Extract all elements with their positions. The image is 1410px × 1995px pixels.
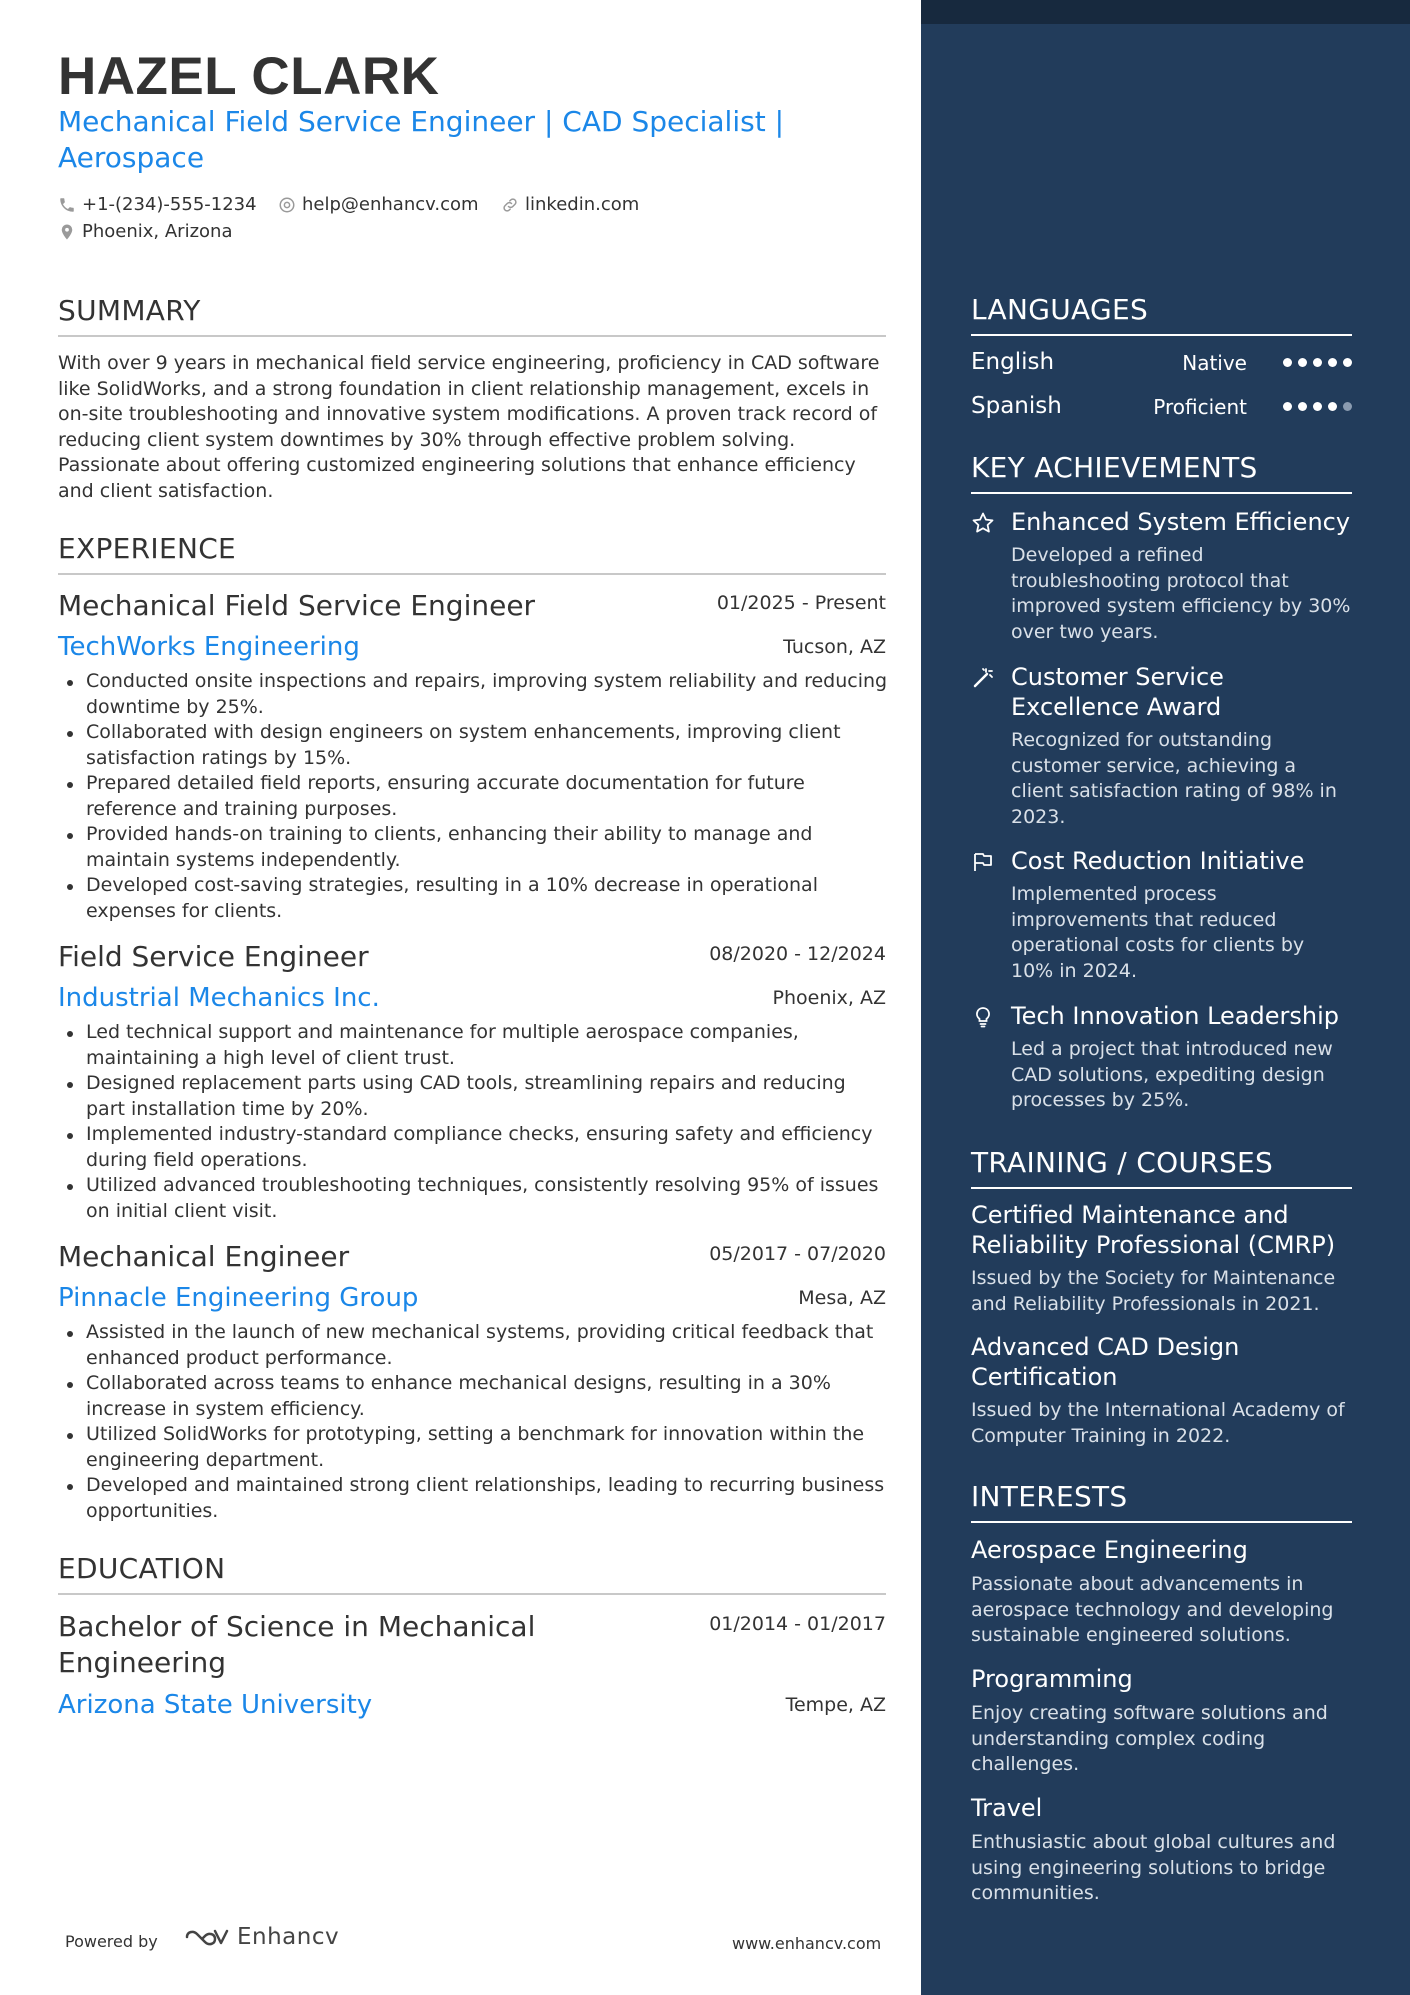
location-contact: [58, 221, 232, 242]
email-text: help@enhancv.com: [302, 194, 479, 215]
course-desc: Issued by the Society for Maintenance and Reliability Professionals in 2021.: [971, 1267, 1336, 1315]
achievement-desc: Implemented process improvements that reduced operational costs for clients by 10% in 2024.: [1011, 883, 1305, 982]
flag-icon: [971, 850, 995, 874]
school-name: Arizona State University: [58, 1690, 373, 1720]
achievements-heading: KEY ACHIEVEMENTS: [971, 451, 1352, 494]
course-title: Certified Maintenance and Reliability Professional (CMRP): [971, 1201, 1336, 1259]
interest-desc: Passionate about advancements in aerospace technology and developing sustainable engineered solutions.: [971, 1573, 1334, 1646]
interest-title: Aerospace Engineering: [971, 1536, 1248, 1564]
bullet-item: Assisted in the launch of new mechanical systems, providing critical feedback that enhanced product performance.: [58, 1320, 888, 1371]
achievement-title: Cost Reduction Initiative: [1011, 847, 1305, 875]
rating-dot: [1283, 402, 1292, 411]
bullet-item: Developed and maintained strong client relationships, leading to recurring business opportunities.: [58, 1473, 888, 1524]
bullet-item: Collaborated with design engineers on system enhancements, improving client satisfaction ratings by 15%.: [58, 720, 888, 771]
phone-text: +1-(234)-555-1234: [82, 194, 257, 215]
location-pin-icon: [58, 223, 76, 241]
job-location: Tucson, AZ: [783, 636, 886, 658]
job-location: Phoenix, AZ: [772, 987, 886, 1009]
magic-wand-icon: [971, 666, 995, 690]
education-heading: EDUCATION: [58, 1552, 886, 1595]
achievement-desc: Developed a refined troubleshooting protocol that improved system efficiency by 30% over two years.: [1011, 544, 1351, 643]
interests-heading: INTERESTS: [971, 1480, 1352, 1523]
rating-dot: [1343, 402, 1352, 411]
bullet-item: Implemented industry-standard compliance checks, ensuring safety and efficiency during field operations.: [58, 1122, 888, 1173]
achievement-title: Tech Innovation Leadership: [1011, 1002, 1339, 1030]
job-bullets: [58, 1020, 888, 1224]
bullet-item: Utilized SolidWorks for prototyping, setting a benchmark for innovation within the engineering department.: [58, 1422, 888, 1473]
candidate-name: HAZEL CLARK: [58, 47, 440, 106]
school-location: Tempe, AZ: [785, 1694, 886, 1716]
bullet-item: Developed cost-saving strategies, resulting in a 10% decrease in operational expenses for clients.: [58, 873, 888, 924]
summary-heading: SUMMARY: [58, 294, 886, 337]
achievement-desc: Led a project that introduced new CAD solutions, expediting design processes by 25%.: [1011, 1038, 1333, 1111]
language-level: Proficient: [1153, 395, 1247, 419]
job-title: Mechanical Field Service Engineer: [58, 589, 536, 622]
language-name: English: [971, 349, 1055, 375]
rating-dot: [1313, 402, 1322, 411]
star-icon: [971, 511, 995, 535]
linkedin-contact[interactable]: [501, 194, 639, 215]
achievement-title: Enhanced System Efficiency: [1011, 508, 1351, 536]
summary-text: With over 9 years in mechanical field service engineering, proficiency in CAD software like SolidWorks, and a strong foundation in client relationship management, excels in on-site troubleshooting and innovative system modifications. A proven track record of reducing client system downtimes by 30% through effective problem solving. Passionate about offering customized engineering solutions that enhance efficiency and client satisfaction.: [58, 352, 880, 502]
company-name: Industrial Mechanics Inc.: [58, 983, 380, 1013]
achievement-desc: Recognized for outstanding customer service, achieving a client satisfaction rating of 98% in 2023.: [1011, 729, 1337, 828]
enhancv-logo[interactable]: [183, 1924, 339, 1950]
interest-desc: Enthusiastic about global cultures and using engineering solutions to bridge communities.: [971, 1831, 1336, 1904]
job-bullets: [58, 1320, 888, 1524]
bullet-item: Conducted onsite inspections and repairs, improving system reliability and reducing downtime by 25%.: [58, 669, 888, 720]
language-level: Native: [1182, 351, 1247, 375]
company-name: Pinnacle Engineering Group: [58, 1283, 419, 1313]
achievement-title: Customer Service Excellence Award: [1011, 663, 1224, 721]
linkedin-text: linkedin.com: [525, 194, 640, 215]
course-desc: Issued by the International Academy of Computer Training in 2022.: [971, 1399, 1345, 1447]
lightbulb-icon: [971, 1005, 995, 1029]
bullet-item: Collaborated across teams to enhance mechanical designs, resulting in a 30% increase in system efficiency.: [58, 1371, 888, 1422]
achievement-item: [971, 1001, 1352, 1114]
experience-heading: EXPERIENCE: [58, 532, 886, 575]
powered-by-label: Powered by: [65, 1932, 158, 1951]
job-dates: 08/2020 - 12/2024: [709, 943, 886, 965]
bullet-item: Prepared detailed field reports, ensuring accurate documentation for future reference and training purposes.: [58, 771, 888, 822]
phone-contact[interactable]: [58, 194, 257, 215]
rating-dot: [1313, 358, 1322, 367]
at-icon: [278, 196, 296, 214]
degree-title: Bachelor of Science in Mechanical Engineering: [58, 1610, 536, 1679]
achievement-item: [971, 846, 1352, 984]
enhancv-brand-text: Enhancv: [237, 1924, 340, 1950]
language-row: [971, 349, 1352, 379]
training-heading: TRAINING / COURSES: [971, 1146, 1352, 1189]
achievement-item: [971, 507, 1352, 645]
rating-dot: [1343, 358, 1352, 367]
language-rating: [1283, 402, 1352, 411]
rating-dot: [1328, 402, 1337, 411]
rating-dot: [1283, 358, 1292, 367]
language-row: [971, 393, 1352, 423]
phone-icon: [58, 196, 76, 214]
education-dates: 01/2014 - 01/2017: [709, 1613, 886, 1635]
job-title: Mechanical Engineer: [58, 1240, 350, 1273]
rating-dot: [1298, 358, 1307, 367]
interest-title: Programming: [971, 1665, 1133, 1693]
language-name: Spanish: [971, 393, 1062, 419]
link-icon: [501, 196, 519, 214]
bullet-item: Designed replacement parts using CAD tools, streamlining repairs and reducing part installation time by 20%.: [58, 1071, 888, 1122]
language-rating: [1283, 358, 1352, 367]
job-dates: 05/2017 - 07/2020: [709, 1243, 886, 1265]
location-text: Phoenix, Arizona: [82, 221, 233, 242]
bullet-item: Led technical support and maintenance for multiple aerospace companies, maintaining a high level of client trust.: [58, 1020, 888, 1071]
company-name: TechWorks Engineering: [58, 632, 360, 662]
interest-desc: Enjoy creating software solutions and understanding complex coding challenges.: [971, 1702, 1328, 1775]
email-contact[interactable]: [278, 194, 479, 215]
bullet-item: Utilized advanced troubleshooting techniques, consistently resolving 95% of issues on initial client visit.: [58, 1173, 888, 1224]
rating-dot: [1298, 402, 1307, 411]
course-title: Advanced CAD Design Certification: [971, 1333, 1240, 1391]
languages-heading: LANGUAGES: [971, 293, 1352, 336]
job-bullets: [58, 669, 888, 924]
bullet-item: Provided hands-on training to clients, enhancing their ability to manage and maintain systems independently.: [58, 822, 888, 873]
job-dates: 01/2025 - Present: [716, 592, 886, 614]
sidebar-top-bar: [921, 0, 1410, 24]
job-location: Mesa, AZ: [798, 1287, 886, 1309]
job-title: Field Service Engineer: [58, 940, 369, 973]
footer-url[interactable]: www.enhancv.com: [732, 1934, 882, 1953]
rating-dot: [1328, 358, 1337, 367]
interest-title: Travel: [971, 1794, 1043, 1822]
achievement-item: [971, 662, 1352, 830]
candidate-role: Mechanical Field Service Engineer | CAD Specialist | Aerospace: [58, 105, 785, 174]
enhancv-logo-icon: [183, 1925, 231, 1949]
